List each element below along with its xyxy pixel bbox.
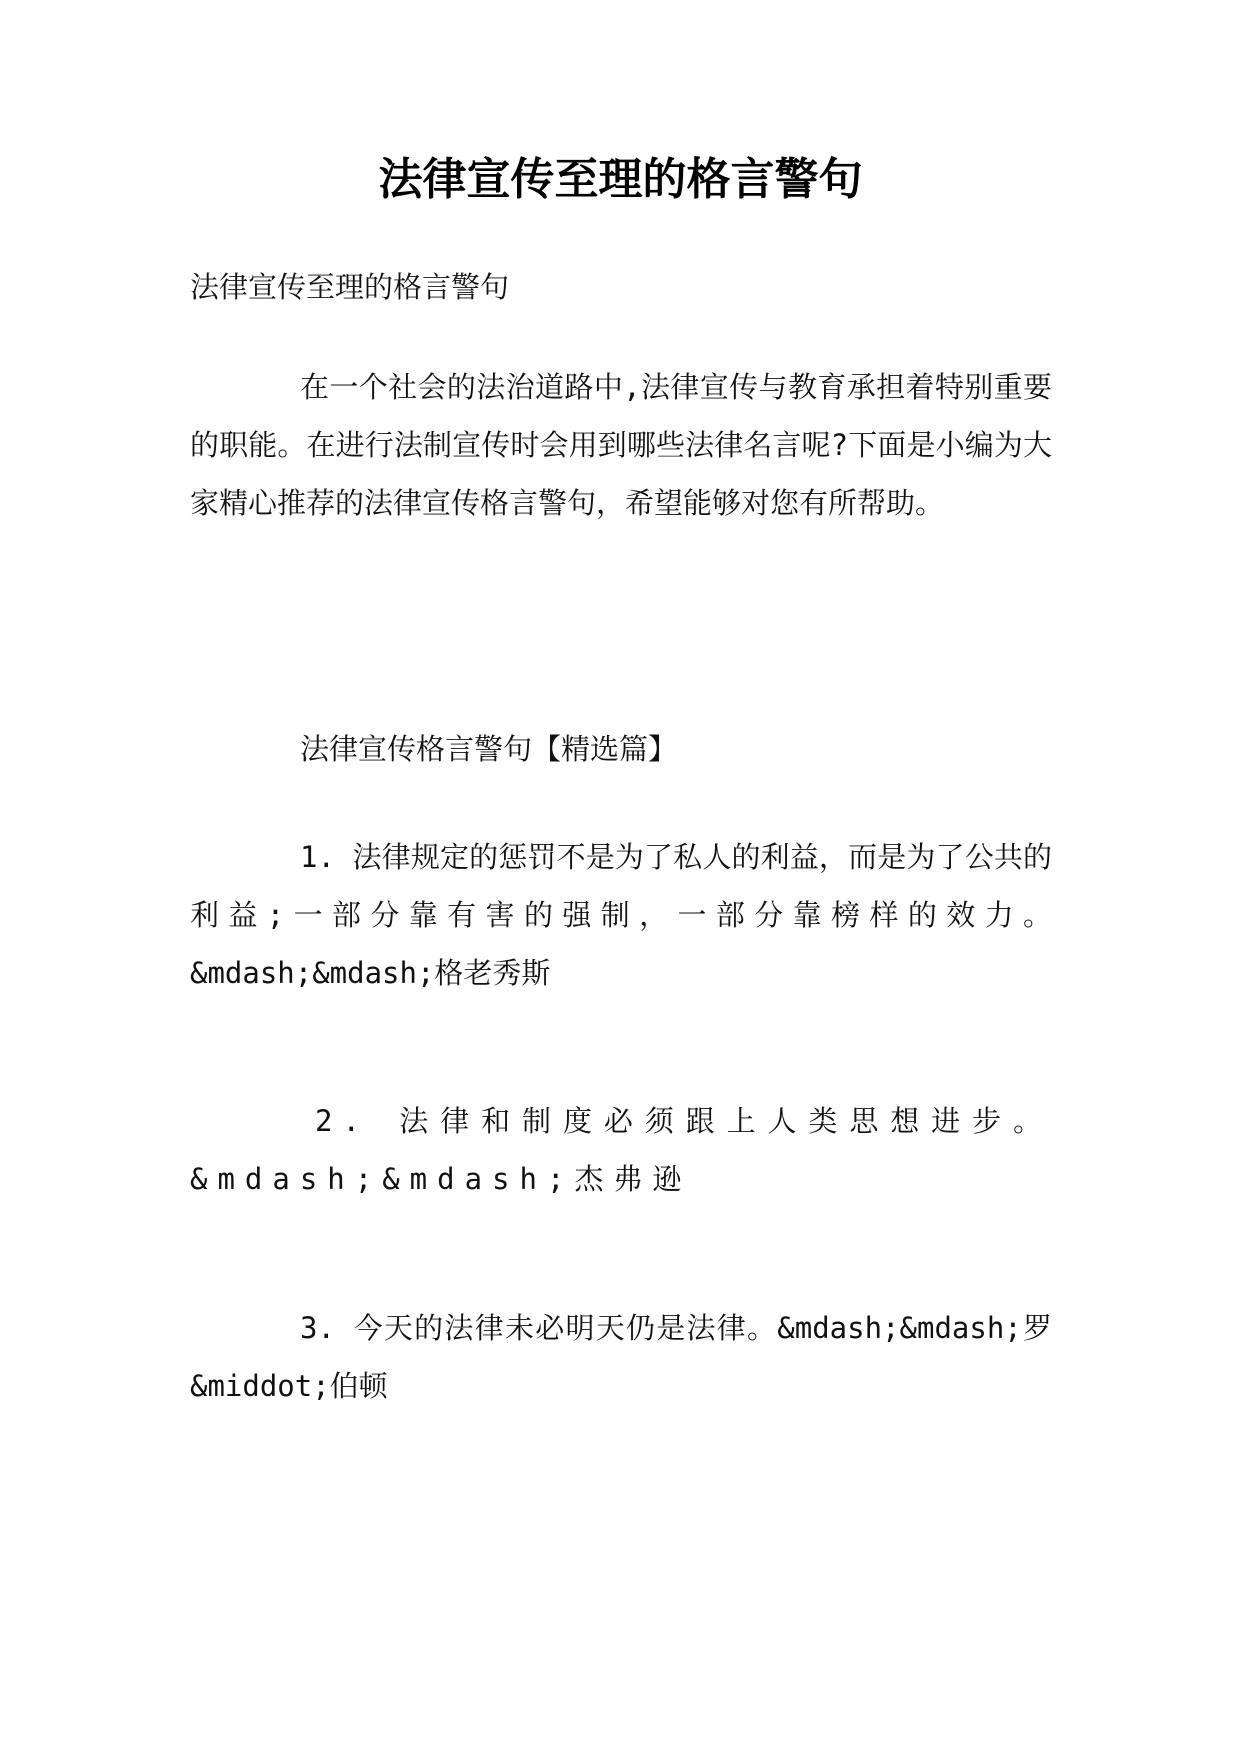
quote-2: 2. 法律和制度必须跟上人类思想进步。&mdash;&mdash;杰弗逊 <box>190 1104 1052 1196</box>
document-title: 法律宣传至理的格言警句 <box>378 154 863 205</box>
intro-paragraph: 在一个社会的法治道路中,法律宣传与教育承担着特别重要的职能。在进行法制宣传时会用到哪些法律名言呢?下面是小编为大家精心推荐的法律宣传格言警句，希望能够对您有所帮助。 <box>190 370 1052 520</box>
quote-1: 1. 法律规定的惩罚不是为了私人的利益，而是为了公共的利益;一部分靠有害的强制，一部分靠榜样的效力。&mdash;&mdash;格老秀斯 <box>190 840 1052 990</box>
document-subtitle: 法律宣传至理的格言警句 <box>190 270 510 304</box>
quote-3: 3. 今天的法律未必明天仍是法律。&mdash;&mdash;罗&middot;伯顿 <box>190 1311 1052 1403</box>
section-heading: 法律宣传格言警句【精选篇】 <box>300 732 678 766</box>
